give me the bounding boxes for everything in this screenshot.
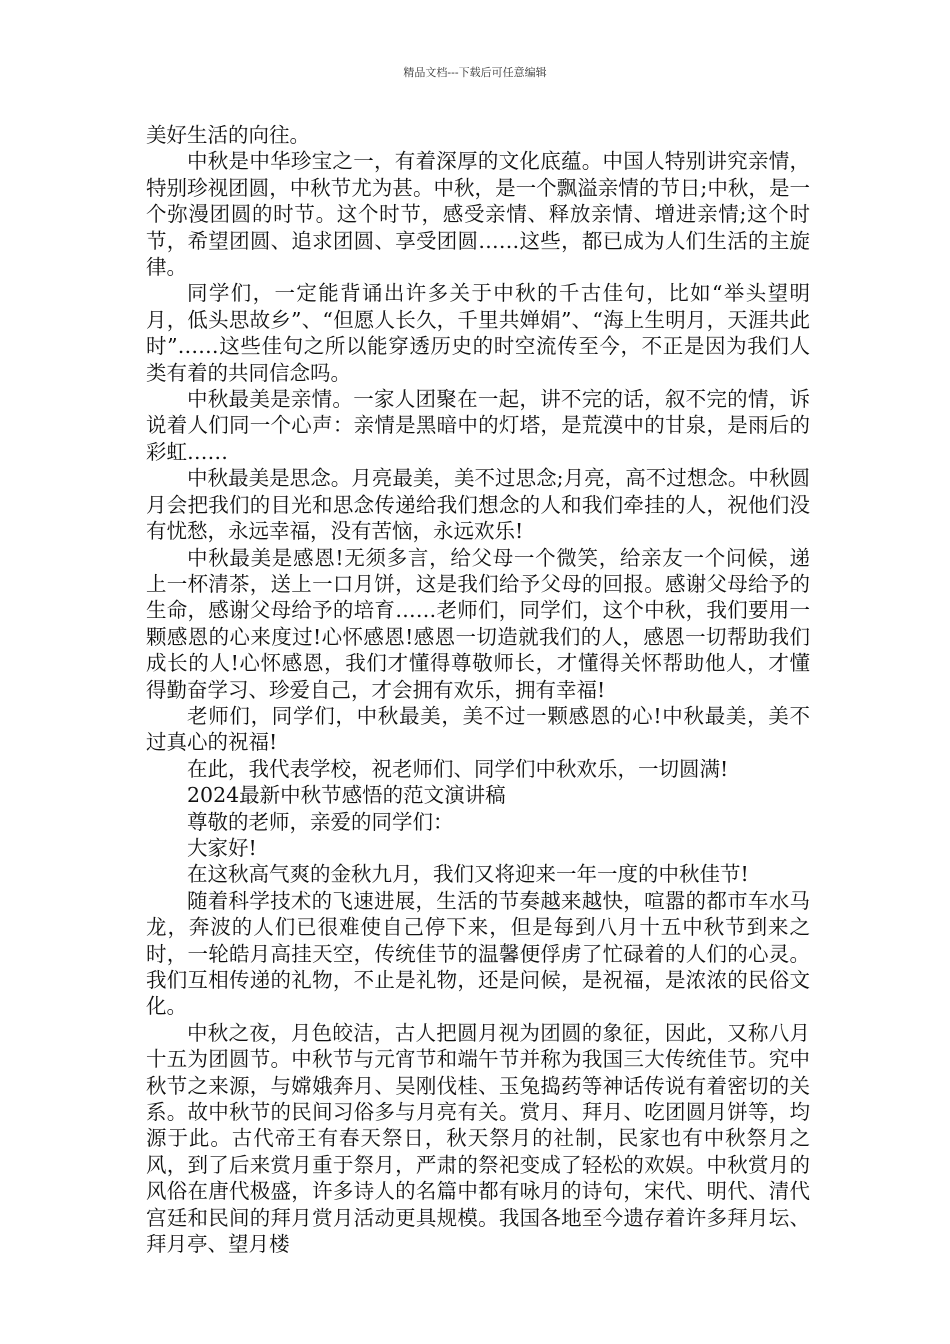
paragraph-history: 中秋之夜，月色皎洁，古人把圆月视为团圆的象征，因此，又称八月十五为团圆节。中秋节与元宵节和端午节并称为我国三大传统佳节。究中秋节之来源，与嫦娥奔月、吴刚伐桂、玉兔捣药等神话传说有着密切的关系。故中秋节的民间习俗多与月亮有关。赏月、拜月、吃团圆月饼等，均源于此。古代帝王有春天祭日，秋天祭月的社制，民家也有中秋祭月之风，到了后来赏月重于祭月，严肃的祭祀变成了轻松的欢娱。中秋赏月的风俗在唐代极盛，许多诗人的名篇中都有咏月的诗句，宋代、明代、清代宫廷和民间的拜月赏月活动更具规模。我国各地至今遗存着许多拜月坛、拜月亭、望月楼 <box>146 1020 810 1257</box>
paragraph-blessing: 老师们，同学们，中秋最美，美不过一颗感恩的心!中秋最美，美不过真心的祝福! <box>146 703 810 755</box>
paragraph-wish: 在此，我代表学校，祝老师们、同学们中秋欢乐，一切圆满! <box>187 756 729 781</box>
paragraph-culture: 中秋是中华珍宝之一，有着深厚的文化底蕴。中国人特别讲究亲情，特别珍视团圆，中秋节尤为甚。中秋，是一个飘溢亲情的节日;中秋，是一个弥漫团圆的时节。这个时节，感受亲情、释放亲情、增进亲情;这个时节，希望团圆、追求团圆、享受团圆……这些，都已成为人们生活的主旋律。 <box>146 149 810 280</box>
paragraph-longing: 中秋最美是思念。月亮最美，美不过思念;月亮，高不过想念。中秋圆月会把我们的目光和思念传递给我们想念的人和我们牵挂的人，祝他们没有忧愁，永远幸福，没有苦恼，永远欢乐! <box>146 466 810 544</box>
section-title: 2024最新中秋节感悟的范文演讲稿 <box>187 783 506 808</box>
page-header: 精品文档---下载后可任意编辑 <box>403 66 547 79</box>
document-body <box>146 122 810 1257</box>
greeting: 大家好! <box>187 835 257 860</box>
paragraph-autumn: 在这秋高气爽的金秋九月，我们又将迎来一年一度的中秋佳节! <box>187 862 749 887</box>
paragraph-family: 中秋最美是亲情。一家人团聚在一起，讲不完的话，叙不完的情，诉说着人们同一个心声：亲情是黑暗中的灯塔，是荒漠中的甘泉，是雨后的彩虹…… <box>146 387 810 464</box>
paragraph-gratitude: 中秋最美是感恩!无须多言，给父母一个微笑，给亲友一个问候，递上一杯清茶，送上一口月饼，这是我们给予父母的回报。感谢父母给予的生命，感谢父母给予的培育……老师们，同学们，这个中秋，我们要用一颗感恩的心来度过!心怀感恩!感恩一切造就我们的人，感恩一切帮助我们成长的人!心怀感恩，我们才懂得尊敬师长，才懂得关怀帮助他人，才懂得勤奋学习、珍爱自己，才会拥有欢乐，拥有幸福! <box>146 545 810 702</box>
paragraph-continued: 美好生活的向往。 <box>146 123 310 147</box>
paragraph-poems: 同学们，一定能背诵出许多关于中秋的千古佳句，比如“举头望明月，低头思故乡”、“但愿人长久，千里共婵娟”、“海上生明月，天涯共此时”……这些佳句之所以能穿透历史的时空流传至今，不正是因为我们人类有着的共同信念吗。 <box>146 281 810 385</box>
paragraph-modern-life: 随着科学技术的飞速进展，生活的节奏越来越快，喧嚣的都市车水马龙，奔波的人们已很难使自己停下来，但是每到八月十五中秋节到来之时，一轮皓月高挂天空，传统佳节的温馨便俘虏了忙碌着的人们的心灵。我们互相传递的礼物，不止是礼物，还是问候，是祝福，是浓浓的民俗文化。 <box>146 888 810 1019</box>
salutation: 尊敬的老师，亲爱的同学们： <box>187 809 454 834</box>
